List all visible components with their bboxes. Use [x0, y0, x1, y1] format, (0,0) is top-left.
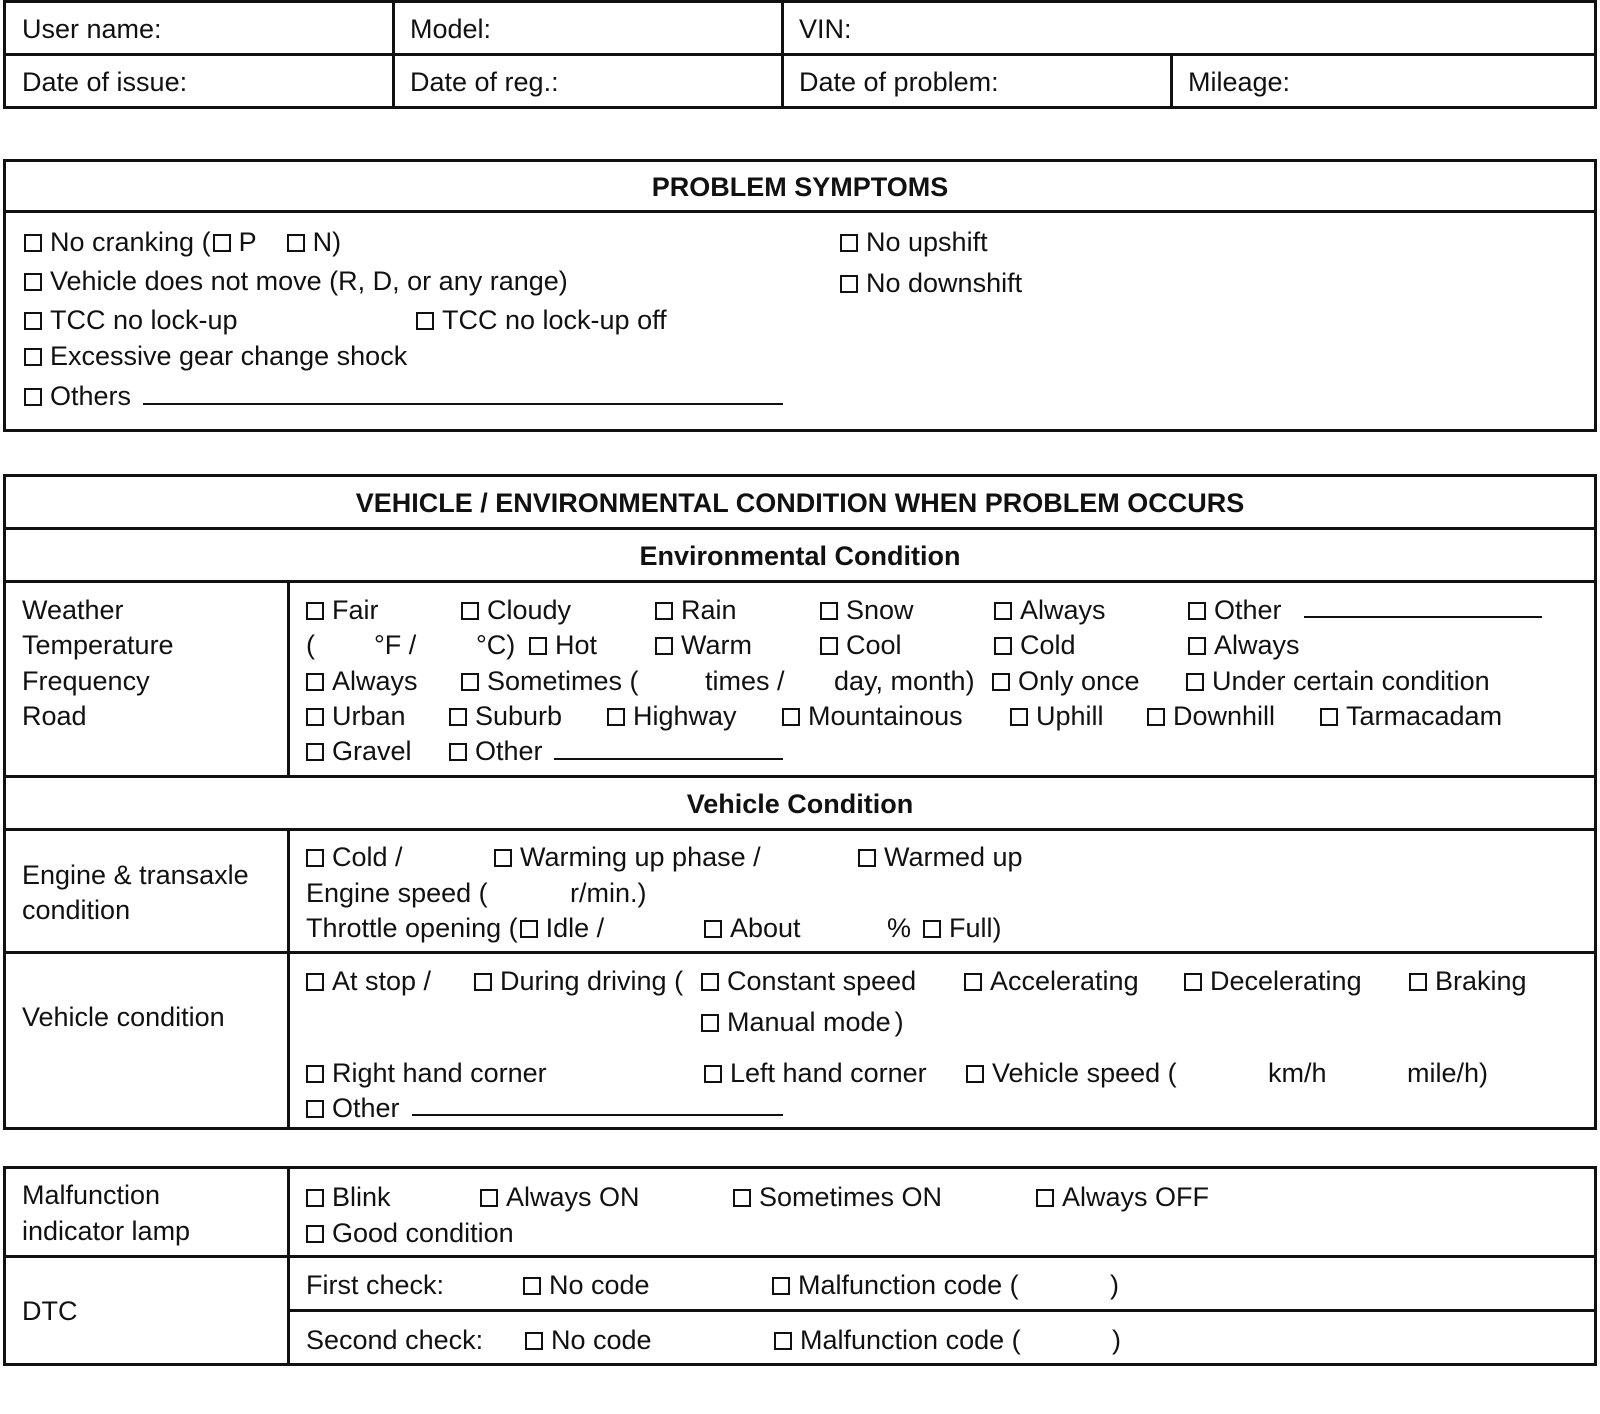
vc-right-corner [306, 1057, 547, 1089]
cranking-n-label: N) [312, 227, 342, 257]
temp-celsius: °C) [476, 630, 516, 660]
no-move-checkbox[interactable] [24, 273, 42, 291]
always-off-label: Always OFF [1062, 1182, 1210, 1212]
first-no-code-label: No code [549, 1270, 650, 1300]
road-highway [607, 700, 737, 732]
vc-braking [1409, 965, 1527, 997]
temp-hot [529, 629, 597, 661]
gear-shock-checkbox[interactable] [24, 348, 42, 366]
full-checkbox[interactable] [923, 920, 941, 938]
second-malfunction-label: Malfunction code ( [800, 1325, 1021, 1355]
manual-close-paren: ) [894, 1007, 904, 1037]
blink-label: Blink [332, 1182, 391, 1212]
vc-left-corner [704, 1057, 927, 1089]
others-checkbox[interactable] [24, 388, 42, 406]
vc-manual-mode [701, 1006, 904, 1038]
engine-cold-checkbox[interactable] [306, 849, 324, 867]
no-downshift-label: No downshift [866, 268, 1023, 298]
braking-checkbox[interactable] [1409, 973, 1427, 991]
engine-warming [494, 841, 761, 873]
manual-mode-label: Manual mode [727, 1007, 891, 1037]
dtc-label: DTC [22, 1296, 78, 1326]
symptom-others [24, 380, 131, 412]
cranking-p-label: P [238, 227, 257, 257]
mil-blink [306, 1181, 391, 1213]
road-other-label: Other [475, 736, 543, 766]
divider [287, 1169, 290, 1363]
engine-speed-unit: r/min.) [570, 878, 647, 908]
cranking-p-checkbox[interactable] [213, 234, 231, 252]
temp-cool [820, 629, 902, 661]
condition-title: VEHICLE / ENVIRONMENTAL CONDITION WHEN PROBLEM OCCURS [355, 488, 1245, 518]
weather-always-checkbox[interactable] [994, 602, 1012, 620]
gravel-label: Gravel [332, 736, 412, 766]
mileage-label: Mileage: [1188, 67, 1291, 97]
weather-other-label: Other [1214, 595, 1282, 625]
model-field[interactable] [410, 13, 491, 45]
second-malfunction-checkbox[interactable] [774, 1332, 792, 1350]
rain-checkbox[interactable] [655, 602, 673, 620]
fair-label: Fair [332, 595, 379, 625]
manual-mode-checkbox[interactable] [701, 1014, 719, 1032]
temp-always-label: Always [1214, 630, 1300, 660]
gravel-checkbox[interactable] [306, 743, 324, 761]
about-checkbox[interactable] [704, 920, 722, 938]
first-malfunction-label: Malfunction code ( [798, 1270, 1019, 1300]
always-off-checkbox[interactable] [1036, 1189, 1054, 1207]
date-of-reg-field[interactable] [410, 66, 559, 98]
about-label: About [730, 913, 801, 943]
blink-checkbox[interactable] [306, 1189, 324, 1207]
sometimes-checkbox[interactable] [461, 673, 479, 691]
weather-always [994, 594, 1106, 626]
divider [6, 951, 1594, 954]
mil-always-off [1036, 1181, 1209, 1213]
decelerating-label: Decelerating [1210, 966, 1362, 996]
sometimes-label: Sometimes ( [487, 666, 639, 696]
right-corner-checkbox[interactable] [306, 1065, 324, 1083]
dtc-second-malfunction-code [774, 1324, 1021, 1356]
problem-symptoms-section [3, 159, 1597, 432]
date-of-problem-label: Date of problem: [799, 67, 999, 97]
model-label: Model: [410, 14, 492, 44]
rain-label: Rain [681, 595, 737, 625]
symptom-no-upshift [840, 226, 988, 258]
symptom-gear-shock [24, 340, 407, 372]
freq-day-month: day, month) [834, 666, 975, 696]
mileage-field[interactable] [1188, 66, 1290, 98]
cranking-n-checkbox[interactable] [287, 234, 305, 252]
vc-vehicle-speed [966, 1057, 1177, 1089]
divider [781, 3, 784, 106]
under-condition-label: Under certain condition [1212, 666, 1490, 696]
highway-checkbox[interactable] [607, 708, 625, 726]
mil-sometimes-on [733, 1181, 942, 1213]
road-other-write-line[interactable] [554, 758, 783, 760]
uphill-checkbox[interactable] [1010, 708, 1028, 726]
during-driving-label: During driving ( [500, 966, 684, 996]
weather-other-checkbox[interactable] [1188, 602, 1206, 620]
mil-dtc-section [3, 1166, 1597, 1366]
idle-label: Idle / [545, 913, 605, 943]
freq-always-checkbox[interactable] [306, 673, 324, 691]
vin-label: VIN: [799, 14, 852, 44]
cloudy-label: Cloudy [487, 595, 572, 625]
at-stop-checkbox[interactable] [306, 973, 324, 991]
warmed-label: Warmed up [884, 842, 1023, 872]
suburb-checkbox[interactable] [449, 708, 467, 726]
downhill-label: Downhill [1173, 701, 1276, 731]
vc-constant-speed [701, 965, 916, 997]
vehicle-condition-title: Vehicle Condition [686, 789, 914, 819]
mountainous-checkbox[interactable] [782, 708, 800, 726]
symptom-tcc-lockup [24, 304, 238, 336]
throttle-full [923, 912, 1002, 944]
vin-field[interactable] [799, 13, 852, 45]
throttle-about [704, 912, 801, 944]
divider [392, 3, 395, 106]
downhill-checkbox[interactable] [1147, 708, 1165, 726]
fair-checkbox[interactable] [306, 602, 324, 620]
user-name-field[interactable] [22, 13, 162, 45]
others-write-line[interactable] [143, 403, 783, 405]
left-corner-checkbox[interactable] [704, 1065, 722, 1083]
engine-speed-label: Engine speed ( [306, 878, 488, 908]
tarmacadam-label: Tarmacadam [1346, 701, 1503, 731]
weather-cloudy [461, 594, 571, 626]
at-stop-label: At stop / [332, 966, 432, 996]
divider [287, 1309, 1594, 1312]
no-upshift-label: No upshift [866, 227, 988, 257]
snow-label: Snow [846, 595, 914, 625]
decelerating-checkbox[interactable] [1184, 973, 1202, 991]
highway-label: Highway [633, 701, 737, 731]
vc-other-checkbox[interactable] [306, 1100, 324, 1118]
only-once-label: Only once [1018, 666, 1140, 696]
user-name-label: User name: [22, 14, 162, 44]
symptom-no-downshift [840, 267, 1022, 299]
road-label: Road [22, 701, 87, 731]
warming-label: Warming up phase / [520, 842, 761, 872]
road-downhill [1147, 700, 1275, 732]
tcc-lockup-label: TCC no lock-up [50, 305, 238, 335]
warming-checkbox[interactable] [494, 849, 512, 867]
temp-fahrenheit: °F / [374, 630, 417, 660]
always-on-label: Always ON [506, 1182, 640, 1212]
vehicle-info-header [3, 0, 1597, 109]
sometimes-on-label: Sometimes ON [759, 1182, 943, 1212]
gear-shock-label: Excessive gear change shock [50, 341, 408, 371]
right-corner-label: Right hand corner [332, 1058, 547, 1088]
dtc-first-no-code [523, 1269, 650, 1301]
road-suburb [449, 700, 562, 732]
warm-label: Warm [681, 630, 752, 660]
temp-always [1188, 629, 1300, 661]
warmed-checkbox[interactable] [858, 849, 876, 867]
good-condition-checkbox[interactable] [306, 1225, 324, 1243]
weather-label: Weather [22, 595, 124, 625]
freq-always-label: Always [332, 666, 418, 696]
road-other-checkbox[interactable] [449, 743, 467, 761]
vc-other-write-line[interactable] [412, 1114, 783, 1116]
temp-always-checkbox[interactable] [1188, 637, 1206, 655]
dtc-second-close-paren: ) [1112, 1325, 1121, 1355]
no-upshift-checkbox[interactable] [840, 234, 858, 252]
urban-checkbox[interactable] [306, 708, 324, 726]
weather-snow [820, 594, 914, 626]
vc-decelerating [1184, 965, 1362, 997]
vehicle-condition-label: Vehicle condition [22, 1002, 225, 1032]
divider [1170, 56, 1173, 106]
vc-during-driving [474, 965, 683, 997]
symptom-no-cranking [24, 226, 341, 258]
second-no-code-checkbox[interactable] [525, 1332, 543, 1350]
cool-checkbox[interactable] [820, 637, 838, 655]
left-corner-label: Left hand corner [730, 1058, 927, 1088]
during-driving-checkbox[interactable] [474, 973, 492, 991]
always-on-checkbox[interactable] [480, 1189, 498, 1207]
environmental-condition-title: Environmental Condition [639, 541, 961, 571]
mil-always-on [480, 1181, 640, 1213]
tcc-lockup-off-checkbox[interactable] [416, 312, 434, 330]
no-downshift-checkbox[interactable] [840, 275, 858, 293]
divider [6, 828, 1594, 831]
first-no-code-checkbox[interactable] [523, 1277, 541, 1295]
weather-rain [655, 594, 737, 626]
vc-other [306, 1092, 400, 1124]
mil-label-line-1: Malfunction [22, 1180, 161, 1210]
engine-label-line-2: condition [22, 895, 131, 925]
vc-accelerating [964, 965, 1139, 997]
warm-checkbox[interactable] [655, 637, 673, 655]
tcc-lockup-checkbox[interactable] [24, 312, 42, 330]
freq-always [306, 665, 418, 697]
hot-label: Hot [555, 630, 598, 660]
road-urban [306, 700, 406, 732]
suburb-label: Suburb [475, 701, 563, 731]
condition-section [3, 474, 1597, 1130]
frequency-label: Frequency [22, 666, 150, 696]
only-once-checkbox[interactable] [992, 673, 1010, 691]
sometimes-on-checkbox[interactable] [733, 1189, 751, 1207]
date-of-reg-label: Date of reg.: [410, 67, 559, 97]
constant-speed-label: Constant speed [727, 966, 917, 996]
freq-times: times / [705, 666, 785, 696]
divider [6, 53, 1594, 56]
others-label: Others [50, 381, 132, 411]
road-tarmacadam [1320, 700, 1502, 732]
throttle-opening-label: Throttle opening ( [306, 913, 518, 943]
throttle-percent: % [887, 913, 912, 943]
cloudy-checkbox[interactable] [461, 602, 479, 620]
temp-cold [994, 629, 1076, 661]
tarmacadam-checkbox[interactable] [1320, 708, 1338, 726]
engine-label-line-1: Engine & transaxle [22, 860, 249, 890]
accelerating-label: Accelerating [990, 966, 1139, 996]
vehicle-speed-label: Vehicle speed ( [992, 1058, 1177, 1088]
problem-symptoms-title: PROBLEM SYMPTOMS [651, 172, 949, 202]
cool-label: Cool [846, 630, 902, 660]
under-condition-checkbox[interactable] [1186, 673, 1204, 691]
date-of-issue-field[interactable] [22, 66, 187, 98]
freq-under-condition [1186, 665, 1490, 697]
mil-good-condition [306, 1217, 514, 1249]
divider [6, 580, 1594, 583]
vehicle-speed-checkbox[interactable] [966, 1065, 984, 1083]
vc-other-label: Other [332, 1093, 400, 1123]
temperature-label: Temperature [22, 630, 174, 660]
road-mountainous [782, 700, 963, 732]
vc-at-stop [306, 965, 431, 997]
divider [6, 527, 1594, 530]
freq-sometimes [461, 665, 639, 697]
temp-warm [655, 629, 752, 661]
idle-checkbox[interactable] [520, 920, 538, 938]
mountainous-label: Mountainous [808, 701, 963, 731]
no-move-label: Vehicle does not move (R, D, or any range) [50, 266, 568, 296]
weather-other [1188, 594, 1282, 626]
throttle-label [306, 912, 604, 944]
road-uphill [1010, 700, 1104, 732]
engine-cold [306, 841, 403, 873]
urban-label: Urban [332, 701, 406, 731]
road-other [449, 735, 543, 767]
date-of-problem-field[interactable] [799, 66, 999, 98]
full-label: Full) [949, 913, 1002, 943]
date-of-issue-label: Date of issue: [22, 67, 188, 97]
engine-warmed [858, 841, 1023, 873]
divider [287, 828, 290, 1127]
vehicle-speed-mileh: mile/h) [1407, 1058, 1489, 1088]
weather-other-write-line[interactable] [1304, 616, 1542, 618]
good-condition-label: Good condition [332, 1218, 514, 1248]
freq-only-once [992, 665, 1140, 697]
weather-always-label: Always [1020, 595, 1106, 625]
no-cranking-checkbox[interactable] [24, 234, 42, 252]
dtc-second-no-code [525, 1324, 652, 1356]
symptom-no-move [24, 265, 568, 297]
braking-label: Braking [1435, 966, 1527, 996]
road-gravel [306, 735, 412, 767]
temp-cold-checkbox[interactable] [994, 637, 1012, 655]
engine-cold-label: Cold / [332, 842, 403, 872]
divider [6, 1255, 1594, 1258]
temp-cold-label: Cold [1020, 630, 1076, 660]
first-malfunction-checkbox[interactable] [772, 1277, 790, 1295]
dtc-first-close-paren: ) [1110, 1270, 1119, 1300]
dtc-first-malfunction-code [772, 1269, 1019, 1301]
uphill-label: Uphill [1036, 701, 1104, 731]
divider [6, 775, 1594, 778]
vehicle-speed-kmh: km/h [1268, 1058, 1327, 1088]
snow-checkbox[interactable] [820, 602, 838, 620]
accelerating-checkbox[interactable] [964, 973, 982, 991]
second-no-code-label: No code [551, 1325, 652, 1355]
dtc-first-check-label: First check: [306, 1270, 445, 1300]
divider [6, 210, 1594, 213]
symptom-tcc-lockup-off [416, 304, 667, 336]
constant-speed-checkbox[interactable] [701, 973, 719, 991]
dtc-second-check-label: Second check: [306, 1325, 484, 1355]
mil-label-line-2: indicator lamp [22, 1216, 191, 1246]
tcc-lockup-off-label: TCC no lock-up off [442, 305, 667, 335]
divider [287, 580, 290, 775]
no-cranking-label: No cranking ( [50, 227, 211, 257]
temp-open-paren: ( [306, 630, 315, 660]
weather-fair [306, 594, 379, 626]
hot-checkbox[interactable] [529, 637, 547, 655]
